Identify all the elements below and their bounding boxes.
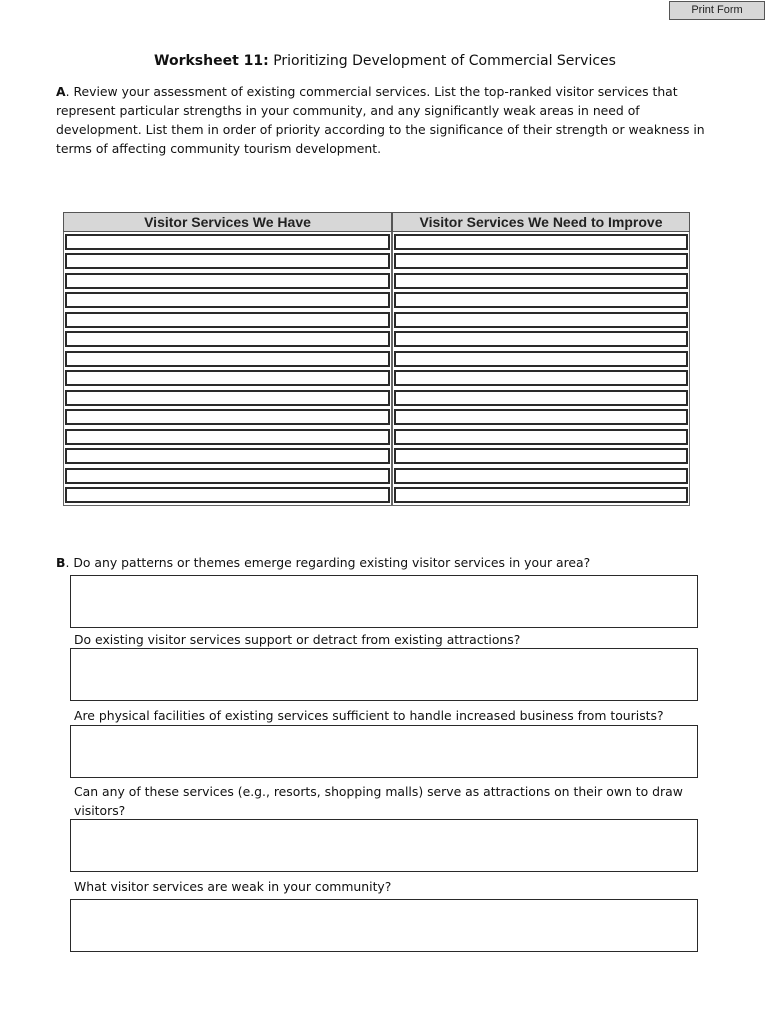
service-have-input[interactable] (65, 273, 390, 289)
service-improve-input[interactable] (394, 390, 688, 406)
page-title (0, 53, 770, 69)
table-cell-have (63, 427, 392, 447)
column-header-improve: Visitor Services We Need to Improve (392, 212, 690, 232)
table-row (63, 271, 690, 291)
service-improve-input[interactable] (394, 448, 688, 464)
answer-field-support[interactable] (70, 648, 698, 701)
table-cell-improve (392, 447, 690, 467)
table-row (63, 388, 690, 408)
service-have-input[interactable] (65, 390, 390, 406)
service-have-input[interactable] (65, 292, 390, 308)
table-cell-have (63, 349, 392, 369)
service-improve-input[interactable] (394, 273, 688, 289)
table-row (63, 232, 690, 252)
answer-field-weak-services[interactable] (70, 899, 698, 952)
table-cell-improve (392, 271, 690, 291)
table-cell-improve (392, 232, 690, 252)
service-improve-input[interactable] (394, 292, 688, 308)
table-cell-improve (392, 427, 690, 447)
table-row (63, 330, 690, 350)
service-have-input[interactable] (65, 253, 390, 269)
table-cell-have (63, 466, 392, 486)
service-improve-input[interactable] (394, 370, 688, 386)
table-cell-improve (392, 408, 690, 428)
table-cell-have (63, 447, 392, 467)
table-row (63, 466, 690, 486)
table-row (63, 369, 690, 389)
question-support-attractions: Do existing visitor services support or detract from existing attractions? (74, 632, 521, 647)
table-cell-have (63, 330, 392, 350)
table-cell-have (63, 310, 392, 330)
service-improve-input[interactable] (394, 409, 688, 425)
service-have-input[interactable] (65, 312, 390, 328)
table-row (63, 349, 690, 369)
service-have-input[interactable] (65, 429, 390, 445)
table-cell-improve (392, 486, 690, 507)
table-row (63, 291, 690, 311)
service-improve-input[interactable] (394, 312, 688, 328)
title-number: Worksheet 11: (154, 53, 269, 69)
table-cell-have (63, 232, 392, 252)
table-cell-have (63, 408, 392, 428)
service-improve-input[interactable] (394, 429, 688, 445)
service-have-input[interactable] (65, 468, 390, 484)
table-row (63, 252, 690, 272)
service-have-input[interactable] (65, 487, 390, 503)
column-header-have: Visitor Services We Have (63, 212, 392, 232)
question-weak-services: What visitor services are weak in your community? (74, 879, 392, 894)
table-cell-improve (392, 388, 690, 408)
table-cell-improve (392, 310, 690, 330)
service-have-input[interactable] (65, 409, 390, 425)
table-cell-have (63, 271, 392, 291)
table-cell-have (63, 252, 392, 272)
section-a-letter: A (56, 84, 66, 99)
service-improve-input[interactable] (394, 468, 688, 484)
table-cell-have (63, 388, 392, 408)
table-cell-improve (392, 252, 690, 272)
table-row (63, 408, 690, 428)
answer-field-facilities[interactable] (70, 725, 698, 778)
service-improve-input[interactable] (394, 253, 688, 269)
table-cell-improve (392, 330, 690, 350)
answer-field-patterns[interactable] (70, 575, 698, 628)
table-cell-have (63, 486, 392, 507)
table-row (63, 310, 690, 330)
table-cell-improve (392, 369, 690, 389)
visitor-services-table (63, 212, 690, 506)
service-improve-input[interactable] (394, 351, 688, 367)
table-row (63, 427, 690, 447)
table-cell-improve (392, 349, 690, 369)
service-have-input[interactable] (65, 234, 390, 250)
print-form-button[interactable]: Print Form (669, 1, 765, 20)
section-a-instructions (56, 82, 721, 158)
section-b-text: . Do any patterns or themes emerge regarding existing visitor services in your area? (65, 555, 591, 570)
table-row (63, 447, 690, 467)
question-services-as-attractions: Can any of these services (e.g., resorts, shopping malls) serve as attractions on their own to draw visitors? (74, 784, 683, 818)
service-improve-input[interactable] (394, 234, 688, 250)
title-text: Prioritizing Development of Commercial Services (268, 53, 616, 69)
table-cell-improve (392, 466, 690, 486)
section-a-text: . Review your assessment of existing commercial services. List the top-ranked visitor services that represent particular strengths in your community, and any significantly weak areas in need of development. List them in order of priority according to the significance of their strength or weakness in terms of affecting community tourism development. (56, 84, 705, 156)
table-row (63, 486, 690, 507)
service-improve-input[interactable] (394, 487, 688, 503)
service-have-input[interactable] (65, 370, 390, 386)
section-b-question (56, 555, 590, 570)
section-b-letter: B (56, 555, 66, 570)
answer-field-attractions[interactable] (70, 819, 698, 872)
service-improve-input[interactable] (394, 331, 688, 347)
service-have-input[interactable] (65, 331, 390, 347)
table-cell-have (63, 291, 392, 311)
service-have-input[interactable] (65, 351, 390, 367)
table-cell-improve (392, 291, 690, 311)
question-physical-facilities: Are physical facilities of existing services sufficient to handle increased business from tourists? (74, 708, 664, 723)
table-cell-have (63, 369, 392, 389)
service-have-input[interactable] (65, 448, 390, 464)
